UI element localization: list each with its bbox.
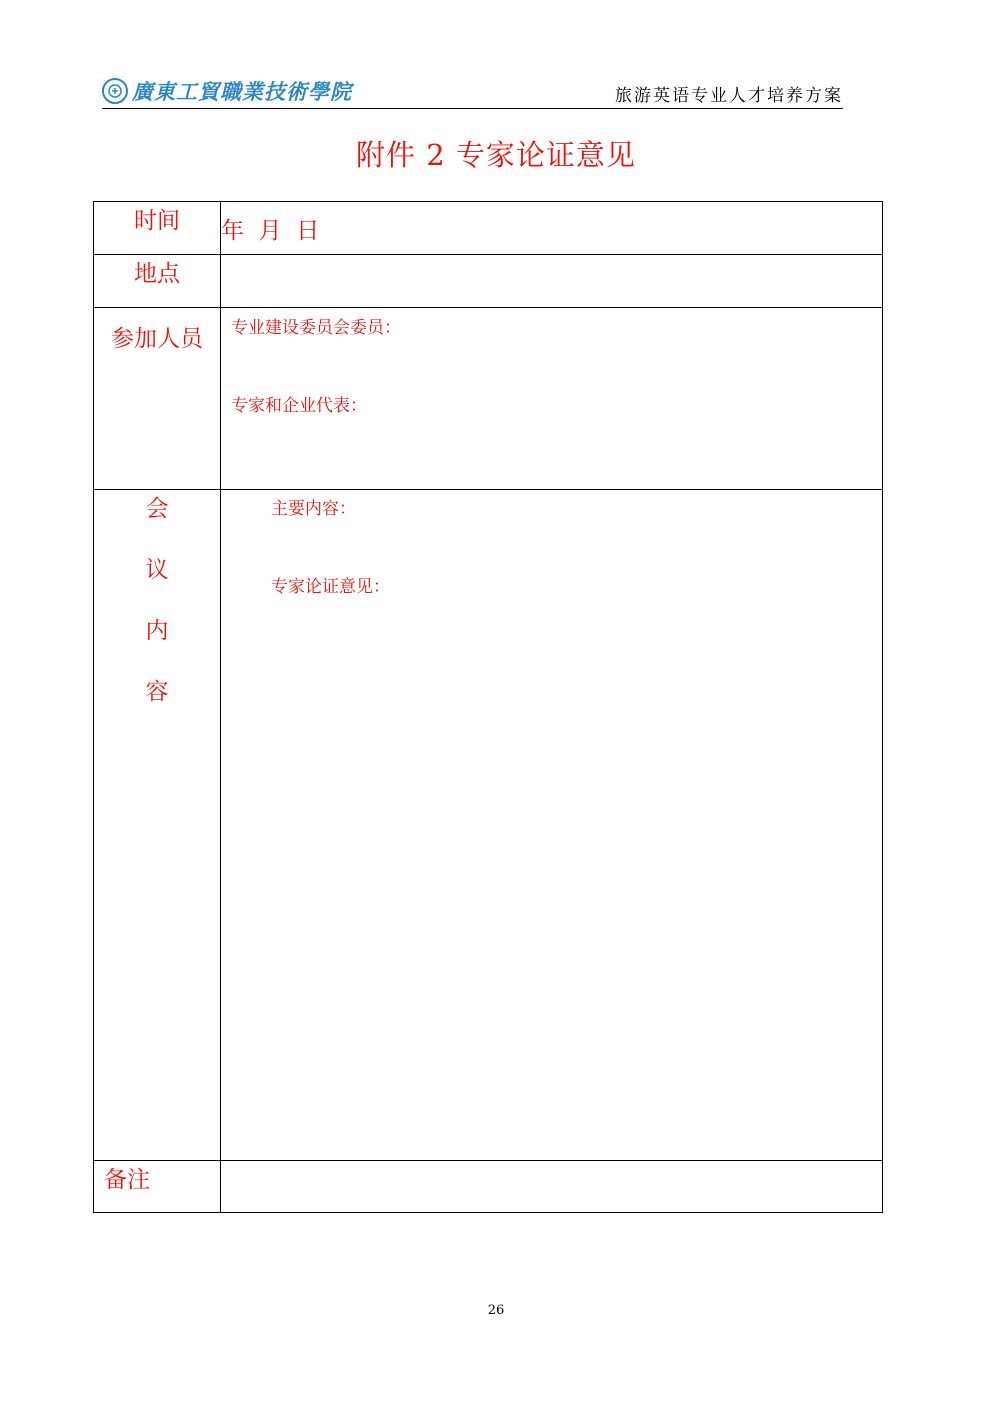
table-row-notes bbox=[94, 1161, 883, 1213]
college-logo bbox=[102, 76, 352, 106]
place-value[interactable] bbox=[221, 255, 883, 308]
table-row-place bbox=[94, 255, 883, 308]
time-label: 时间 bbox=[94, 202, 221, 255]
meeting-content-char: 议 bbox=[145, 557, 169, 583]
page-title: 附件 2 专家论证意见 bbox=[356, 138, 636, 172]
table-row-time bbox=[94, 202, 883, 255]
college-emblem-icon bbox=[102, 78, 128, 104]
page-number: 26 bbox=[487, 1303, 505, 1318]
place-label: 地点 bbox=[94, 255, 221, 308]
meeting-content-char: 容 bbox=[145, 679, 169, 705]
meeting-content-char: 内 bbox=[145, 618, 169, 644]
notes-value[interactable] bbox=[221, 1161, 883, 1213]
committee-members-label: 专业建设委员会委员： bbox=[231, 318, 401, 338]
expert-review-form bbox=[93, 201, 883, 1213]
experts-representatives-label: 专家和企业代表： bbox=[231, 396, 367, 416]
main-content-label: 主要内容： bbox=[271, 499, 356, 519]
college-name: 廣東工貿職業技術學院 bbox=[132, 79, 352, 104]
document-title: 旅游英语专业人才培养方案 bbox=[615, 86, 843, 106]
meeting-content-char: 会 bbox=[145, 496, 169, 522]
page-header bbox=[102, 74, 843, 109]
meeting-content-label bbox=[94, 490, 221, 1161]
expert-opinion-label: 专家论证意见： bbox=[271, 577, 390, 597]
time-value[interactable]: 年 月 日 bbox=[221, 202, 883, 255]
table-row-participants bbox=[94, 308, 883, 490]
table-row-meeting-content bbox=[94, 490, 883, 1161]
participants-cell[interactable] bbox=[221, 308, 883, 490]
meeting-content-cell[interactable] bbox=[221, 490, 883, 1161]
participants-label: 参加人员 bbox=[94, 308, 221, 490]
notes-label: 备注 bbox=[94, 1161, 221, 1213]
